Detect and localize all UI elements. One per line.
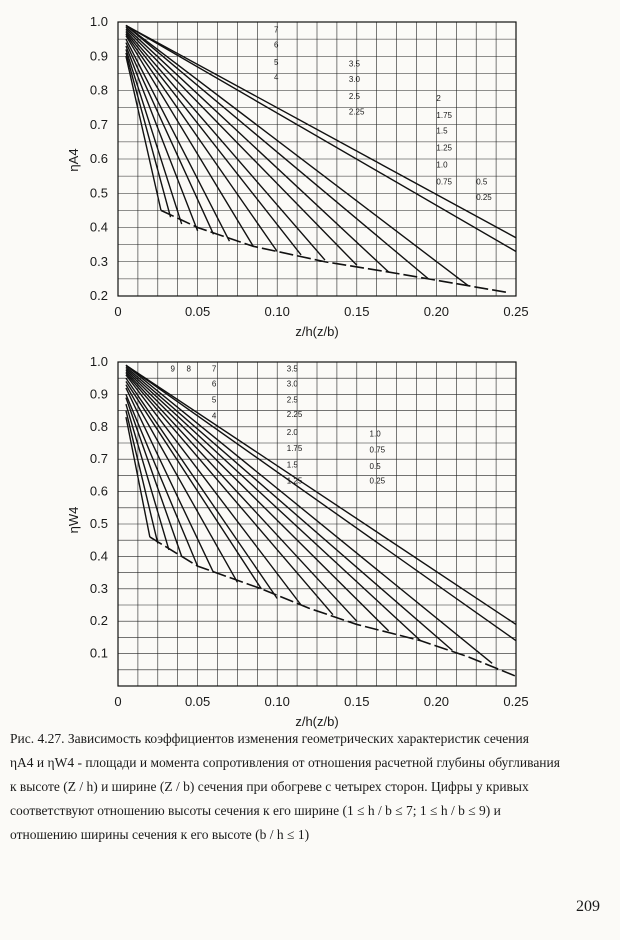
x-tick-label: 0.15 [344,304,370,319]
curve-5 [126,49,182,224]
chart-1 [66,14,529,339]
curve-1.25 [126,368,421,640]
curve-label: 1.5 [286,460,298,470]
x-tick-label: 0.25 [503,694,529,709]
x-tick-label: 0 [114,694,122,709]
y-tick-label: 0.8 [89,418,108,434]
envelope-line [161,210,508,292]
y-tick-label: 0.3 [89,580,108,596]
curve-6 [126,398,182,557]
curve-label: 6 [211,379,217,389]
curve-1.5 [126,29,357,265]
curve-label: 1.75 [436,110,452,120]
y-tick-label: 0.2 [89,613,108,629]
curve-label: 0.75 [436,177,452,187]
grid [118,22,516,296]
curve-label: 3.0 [348,74,360,84]
y-tick-label: 1.0 [89,354,108,369]
curve-label: 2.5 [348,92,360,102]
curve-label: 3.5 [348,59,360,69]
curve-label: 5 [274,57,279,67]
x-tick-label: 0.05 [184,694,211,709]
y-tick-label: 0.9 [89,48,108,64]
y-tick-label: 1.0 [89,14,108,29]
curve-label: 9 [170,364,175,374]
y-tick-label: 0.7 [89,451,108,467]
curve-label: 1.25 [286,476,303,486]
caption-line-1: Рис. 4.27. Зависимость коэффициентов изменения геометрических характеристик сечения [10,731,529,746]
curve-label: 2.25 [286,410,303,420]
y-tick-label: 0.4 [89,548,108,564]
curve-0.5 [126,25,516,251]
curve-label: 4 [211,411,217,421]
curve-label: 4 [274,73,279,83]
x-tick-label: 0 [114,304,122,319]
curve-label: 0.5 [476,177,488,187]
curve-label: 1.0 [436,160,448,170]
figure-caption [10,728,610,848]
y-tick-label: 0.7 [89,116,108,132]
x-tick-label: 0.20 [423,694,450,709]
y-tick-label: 0.9 [89,386,108,402]
caption-line-4: соответствуют отношению высоты сечения к его ширине (1 ≤ h / b ≤ 7; 1 ≤ h / b ≤ 9) и [10,803,501,818]
y-axis-label: ηW4 [66,506,81,534]
x-tick-label: 0.20 [423,304,450,319]
y-tick-label: 0.4 [89,219,108,235]
y-tick-label: 0.1 [89,645,108,661]
curve-label: 2 [436,93,441,103]
x-tick-label: 0.10 [264,694,290,709]
curve-label: 6 [274,40,279,50]
curve-label: 7 [211,364,217,374]
caption-line-5: отношению ширины сечения к его высоте (b / h ≤ 1) [10,827,310,842]
curve-label: 3.0 [286,379,298,389]
page-number: 209 [576,898,600,915]
curve-6 [126,53,171,217]
y-tick-label: 0.6 [89,483,108,499]
curve-label: 8 [186,364,191,374]
x-axis-label: z/h(z/b) [295,714,339,729]
y-tick-label: 0.6 [89,151,108,166]
x-tick-label: 0.10 [264,304,290,319]
curve-1.75 [126,31,325,260]
caption-line-2: ηA4 и ηW4 - площади и момента сопротивления от отношения расчетной глубины обугливания [10,755,560,770]
curve-label: 1.0 [369,429,381,439]
curve-label: 2.5 [286,395,298,405]
curve-0.5 [126,365,516,640]
chart-2 [66,354,529,729]
curve-label: 1.25 [436,143,452,153]
y-tick-label: 0.8 [89,82,108,98]
curve-2.5 [126,378,277,598]
curve-label: 5 [211,395,217,405]
curve-label: 2.25 [348,107,365,117]
curve-label: 3.5 [286,364,298,374]
curve-3.5 [126,43,214,235]
y-tick-label: 0.5 [89,516,108,531]
x-axis-label: z/h(z/b) [295,324,339,339]
curve-label: 0.25 [476,193,492,203]
curve-label: 1.5 [436,126,448,136]
x-tick-label: 0.05 [184,304,211,319]
curve-label: 1.75 [286,444,303,454]
curve-label: 0.5 [369,461,381,471]
grid [118,362,516,686]
curve-label: 7 [274,25,279,35]
caption-line-3: к высоте (Z / h) и ширине (Z / b) сечения при обогреве с четырех сторон. Цифры у кривых [10,779,529,794]
envelope-line [150,537,516,676]
x-tick-label: 0.25 [503,304,529,319]
y-tick-label: 0.3 [89,253,108,269]
x-tick-label: 0.15 [344,694,370,709]
curve-4 [126,46,198,231]
curve-label: 2.0 [286,427,298,437]
curve-label: 0.25 [369,476,386,486]
curve-2.25 [126,375,301,605]
y-axis-label: ηA4 [66,148,81,172]
y-tick-label: 0.2 [89,288,108,303]
curve-8 [126,411,158,544]
curve-label: 0.75 [369,445,386,455]
curve-0.75 [126,365,492,663]
y-tick-label: 0.5 [89,185,108,201]
curve-0.25 [126,365,516,624]
